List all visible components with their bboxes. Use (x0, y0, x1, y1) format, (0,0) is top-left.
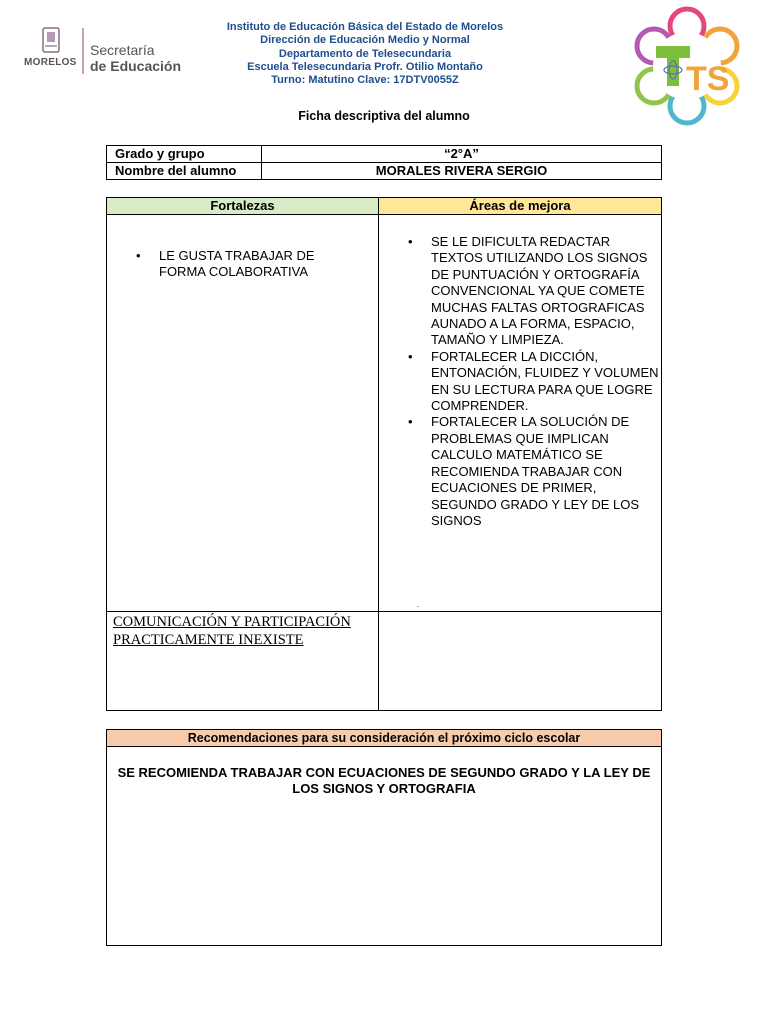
notes-row (107, 612, 662, 711)
stray-dot: . (417, 600, 420, 609)
student-info-table (106, 145, 662, 180)
grade-value: “2°A” (262, 146, 662, 163)
improvement-item: • FORTALECER LA SOLUCIÓN DE PROBLEMAS QUE IMPLICAN CALCULO MATEMÁTICO SE RECOMIENDA TRABAJAR CON ECUACIONES DE PRIMER, SEGUNDO GRADO Y LEY DE LOS SIGNOS (379, 414, 661, 529)
name-value: MORALES RIVERA SERGIO (262, 163, 662, 180)
header-line-3: Departamento de Telesecundaria (278, 47, 452, 60)
communication-note: COMUNICACIÓN Y PARTICIPACIÓN PRACTICAMENTE INEXISTE (113, 614, 351, 648)
strengths-cell (107, 215, 379, 612)
improvement-header: Áreas de mejora (379, 198, 662, 215)
recommendations-table (106, 729, 662, 946)
institution-header (200, 21, 530, 87)
strength-item: • LE GUSTA TRABAJAR DE FORMA COLABORATIVA (107, 248, 339, 281)
grade-label: Grado y grupo (107, 146, 262, 163)
morelos-seal-icon (40, 26, 62, 56)
header-line-4: Escuela Telesecundaria Profr. Otilio Montaño (247, 60, 483, 73)
notes-cell (107, 612, 379, 711)
header-line-1: Instituto de Educación Básica del Estado de Morelos (226, 21, 504, 33)
improvement-list (379, 215, 661, 529)
strengths-header: Fortalezas (107, 198, 379, 215)
recommendations-header: Recomendaciones para su consideración el próximo ciclo escolar (107, 730, 662, 747)
header-line-2: Dirección de Educación Medio y Normal (260, 34, 470, 47)
recommendations-text: SE RECOMIENDA TRABAJAR CON ECUACIONES DE SEGUNDO GRADO Y LA LEY DE LOS SIGNOS Y ORTOGRAFIA (107, 747, 662, 946)
name-row (107, 163, 662, 180)
recommendations-body-row (107, 747, 662, 946)
secretaria-educacion-logo (20, 26, 190, 76)
improvement-item: • FORTALECER LA DICCIÓN, ENTONACIÓN, FLUIDEZ Y VOLUMEN EN SU LECTURA PARA QUE LOGRE COMPRENDER. (379, 349, 661, 415)
strengths-list (107, 215, 378, 281)
grade-row (107, 146, 662, 163)
logo-divider (82, 28, 84, 74)
educacion-text: de Educación (90, 58, 182, 74)
strengths-improvements-table (106, 197, 662, 711)
improvement-item: • SE LE DIFICULTA REDACTAR TEXTOS UTILIZANDO LOS SIGNOS DE PUNTUACIÓN Y ORTOGRAFÍA CONVENCIONAL YA QUE COMETE MUCHAS FALTAS ORTOGRAFICAS AUNADO A LA FORMA, ESPACIO, TAMAÑO Y LIMPIEZA. (379, 234, 661, 349)
logo-ts-text: TS (686, 60, 730, 98)
secretaria-text: Secretaría (90, 42, 155, 58)
header-line-5: Turno: Matutino Clave: 17DTV0055Z (271, 74, 459, 87)
improvement-cell (379, 215, 662, 612)
name-label: Nombre del alumno (107, 163, 262, 180)
areas-header-row (107, 198, 662, 215)
areas-body-row (107, 215, 662, 612)
recommendations-header-row (107, 730, 662, 747)
document-title: Ficha descriptiva del alumno (298, 109, 470, 123)
morelos-logo-text: MORELOS (24, 57, 77, 68)
empty-notes-cell (379, 612, 662, 711)
